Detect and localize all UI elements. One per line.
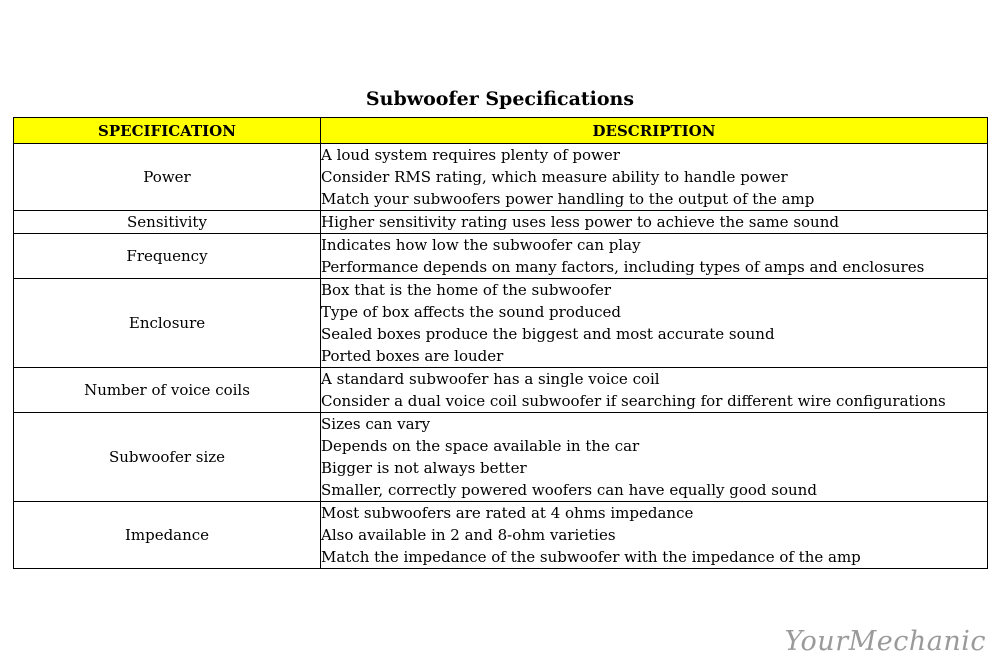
description-line: Indicates how low the subwoofer can play — [321, 236, 641, 254]
description-line: Sealed boxes produce the biggest and most accurate sound — [321, 325, 775, 343]
description-line: Most subwoofers are rated at 4 ohms impedance — [321, 504, 694, 522]
description-line: Performance depends on many factors, including types of amps and enclosures — [321, 258, 925, 276]
specification-name-cell: Number of voice coils — [14, 368, 321, 413]
specification-name-cell: Subwoofer size — [14, 413, 321, 502]
specification-name-cell: Sensitivity — [14, 211, 321, 234]
specification-name-cell: Frequency — [14, 234, 321, 279]
description-line: Type of box affects the sound produced — [321, 303, 622, 321]
table-row — [14, 211, 988, 234]
description-cell — [321, 211, 988, 234]
table-row — [14, 413, 988, 502]
table-body — [14, 144, 988, 569]
description-line: Ported boxes are louder — [321, 347, 504, 365]
column-header-description: DESCRIPTION — [321, 118, 988, 144]
description-line: Depends on the space available in the car — [321, 437, 640, 455]
page-title: Subwoofer Specifications — [365, 88, 635, 110]
description-line: Consider a dual voice coil subwoofer if searching for different wire configurations — [321, 392, 946, 410]
description-line: Box that is the home of the subwoofer — [321, 281, 612, 299]
description-line: A standard subwoofer has a single voice coil — [321, 370, 660, 388]
description-line: Consider RMS rating, which measure ability to handle power — [321, 168, 788, 186]
description-cell — [321, 413, 988, 502]
specification-name-cell: Power — [14, 144, 321, 211]
specification-name-cell: Enclosure — [14, 279, 321, 368]
description-line: Match the impedance of the subwoofer with the impedance of the amp — [321, 548, 861, 566]
description-cell — [321, 144, 988, 211]
description-cell — [321, 279, 988, 368]
table-row — [14, 144, 988, 211]
description-line: Sizes can vary — [321, 415, 431, 433]
specification-name-cell: Impedance — [14, 502, 321, 569]
description-line: Match your subwoofers power handling to the output of the amp — [321, 190, 815, 208]
description-line: Higher sensitivity rating uses less power to achieve the same sound — [321, 213, 839, 231]
table-row — [14, 279, 988, 368]
yourmechanic-logo-watermark: YourMechanic — [784, 626, 986, 657]
table-header-row — [14, 118, 988, 144]
column-header-specification: SPECIFICATION — [14, 118, 321, 144]
description-cell — [321, 234, 988, 279]
description-line: Bigger is not always better — [321, 459, 527, 477]
table-row — [14, 502, 988, 569]
description-cell — [321, 502, 988, 569]
table-row — [14, 368, 988, 413]
description-line: Also available in 2 and 8-ohm varieties — [321, 526, 616, 544]
description-line: Smaller, correctly powered woofers can have equally good sound — [321, 481, 817, 499]
description-line: A loud system requires plenty of power — [321, 146, 620, 164]
table-row — [14, 234, 988, 279]
specifications-table — [13, 117, 988, 569]
description-cell — [321, 368, 988, 413]
